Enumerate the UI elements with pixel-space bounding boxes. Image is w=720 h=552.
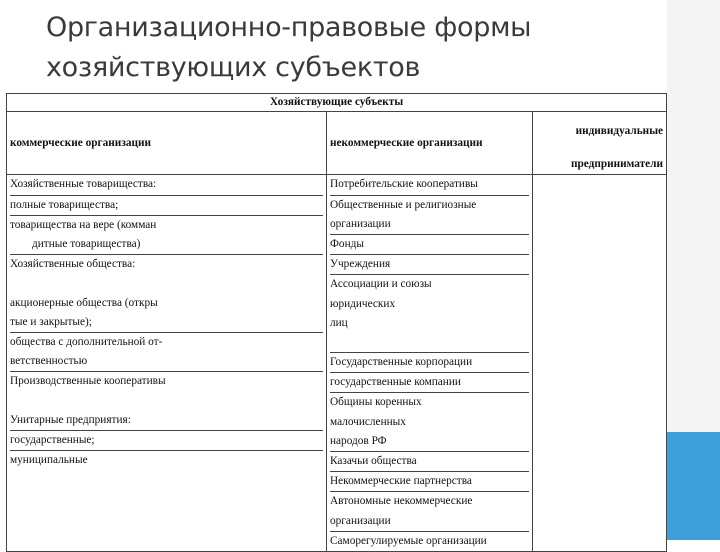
slide-title — [46, 8, 666, 88]
list-item — [330, 333, 529, 352]
list-item: муниципальные — [10, 450, 323, 470]
list-item: Фонды — [330, 234, 529, 254]
list-item: Автономные некоммерческие — [330, 491, 529, 511]
list-item: тые и закрытые); — [10, 315, 92, 328]
list-item: организации — [330, 217, 391, 230]
col-entrepreneurs-body — [533, 175, 667, 552]
list-item: акционерные общества (откры — [10, 296, 158, 309]
list-item: лиц — [330, 316, 348, 329]
col-commercial-header: коммерческие организации — [7, 112, 327, 175]
side-accent-block — [667, 432, 720, 540]
list-item: общества с дополнительной от- — [10, 332, 323, 352]
list-item: Казачьи общества — [330, 451, 529, 471]
slide-title-line-2: хозяйствующих субъектов — [46, 52, 421, 83]
list-item: юридических — [330, 297, 396, 310]
list-item: народов РФ — [330, 434, 387, 447]
entities-table — [6, 93, 667, 552]
col-noncommercial-header: некоммерческие организации — [327, 112, 533, 175]
list-item: товарищества на вере (комман — [10, 215, 323, 235]
list-item: Потребительские кооперативы — [330, 178, 478, 191]
list-item: Ассоциации и союзы — [330, 274, 529, 294]
list-item: организации — [330, 514, 391, 527]
list-item — [10, 391, 323, 410]
col-entrepreneurs-header-line-1: индивидуальные — [575, 125, 664, 137]
list-item: Хозяйственные общества: — [10, 254, 323, 274]
list-item: Некоммерческие партнерства — [330, 471, 529, 491]
list-item: Учреждения — [330, 254, 529, 274]
list-item — [10, 274, 323, 293]
list-item: Государственные корпорации — [330, 352, 529, 372]
list-item: Хозяйственные товарищества: — [10, 178, 157, 191]
list-item: полные товарищества; — [10, 195, 323, 215]
table-main-header: Хозяйствующие субъекты — [7, 94, 667, 112]
list-item: государственные компании — [330, 372, 529, 392]
list-item: ветственностью — [10, 355, 88, 368]
col-commercial-body — [7, 175, 327, 552]
list-item: Унитарные предприятия: — [10, 413, 131, 426]
col-entrepreneurs-header — [533, 112, 667, 175]
list-item: Саморегулируемые организации — [330, 531, 529, 551]
list-item: государственные; — [10, 430, 323, 450]
col-noncommercial-body — [327, 175, 533, 552]
list-item: малочисленных — [330, 415, 406, 428]
list-item: Общины коренных — [330, 392, 529, 412]
slide-title-line-1: Организационно-правовые формы — [46, 12, 532, 43]
list-item: Производственные кооперативы — [10, 371, 323, 391]
col-entrepreneurs-header-line-2: предприниматели — [570, 158, 664, 171]
list-item: дитные товарищества) — [32, 237, 141, 250]
list-item: Общественные и религиозные — [330, 195, 529, 215]
